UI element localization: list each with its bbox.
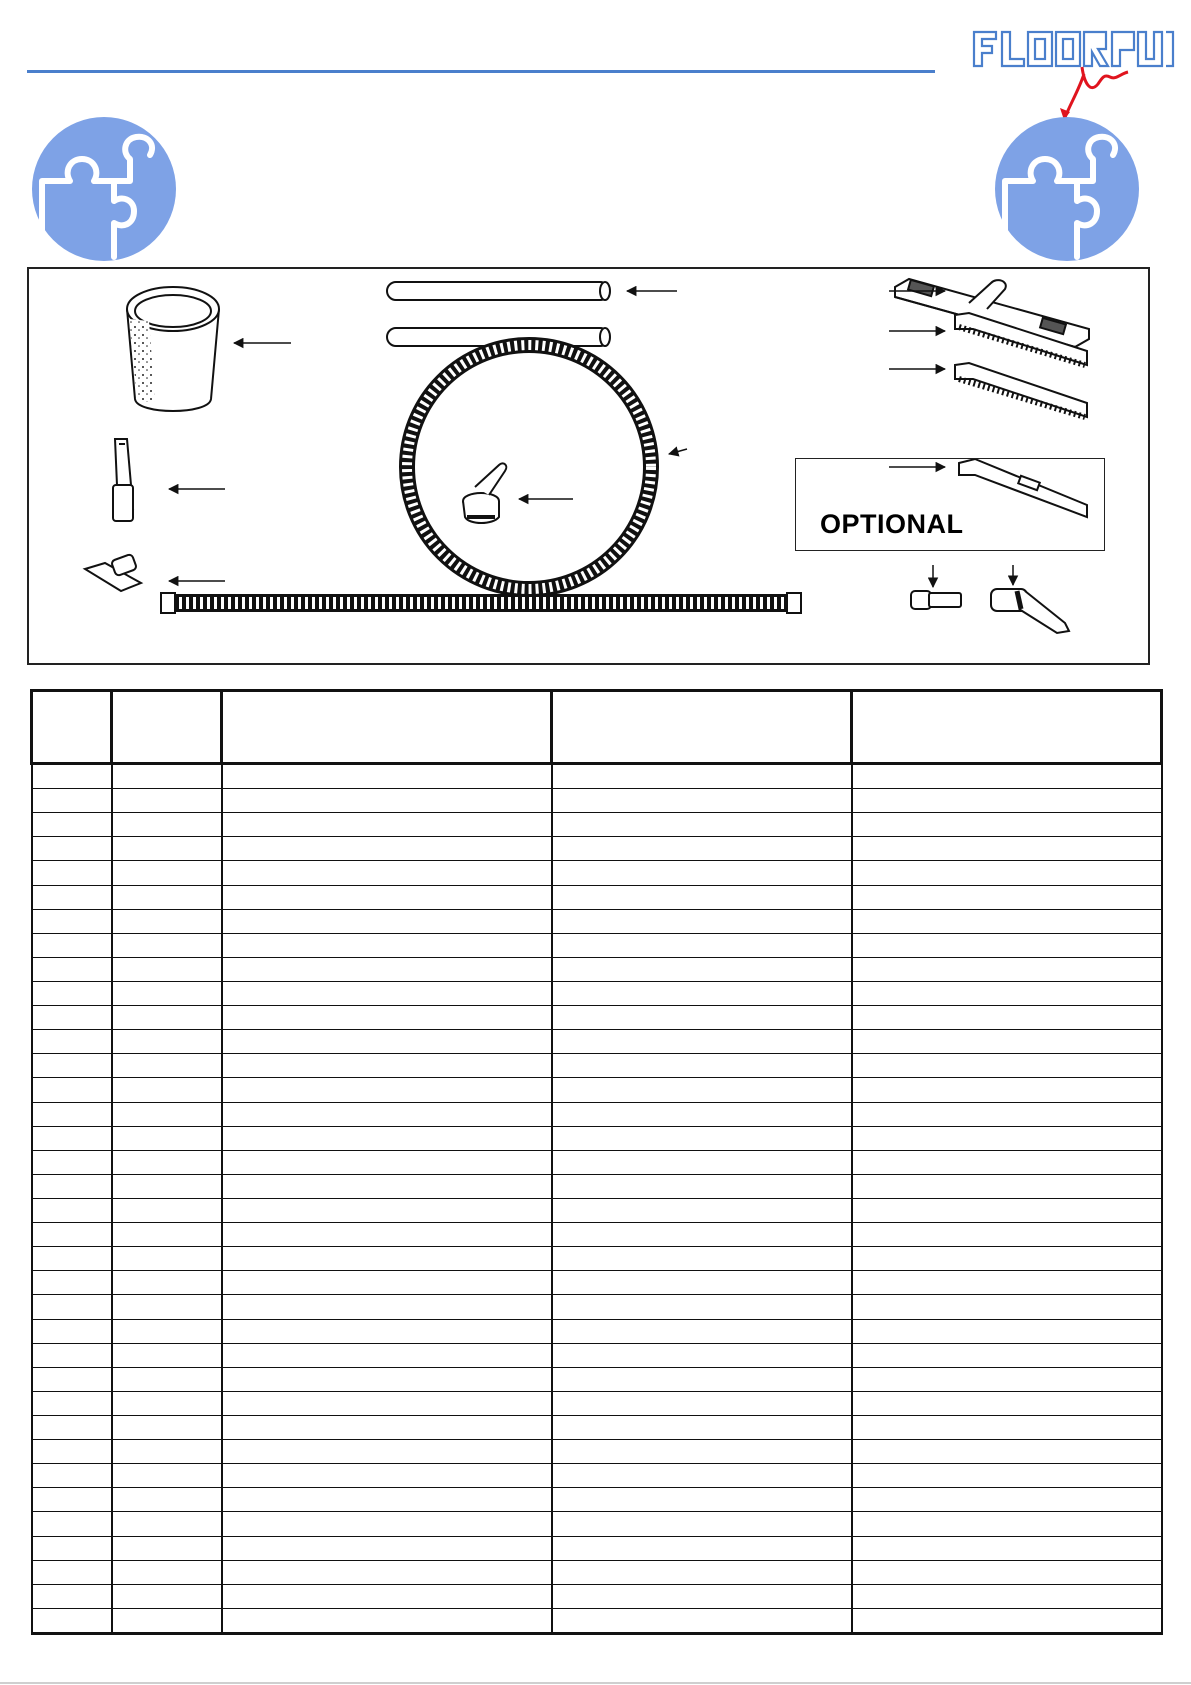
table-cell	[552, 813, 852, 837]
table-cell	[112, 933, 222, 957]
table-cell	[112, 1006, 222, 1030]
table-cell	[32, 1150, 112, 1174]
table-cell	[852, 789, 1162, 813]
table-cell	[112, 1174, 222, 1198]
table-cell	[222, 933, 552, 957]
table-cell	[222, 1512, 552, 1536]
table-cell	[32, 909, 112, 933]
table-cell	[112, 909, 222, 933]
table-cell	[32, 1030, 112, 1054]
table-cell	[32, 861, 112, 885]
table-cell	[852, 933, 1162, 957]
table-cell	[852, 861, 1162, 885]
table-cell	[112, 1560, 222, 1584]
table-cell	[552, 1271, 852, 1295]
table-cell	[112, 1319, 222, 1343]
table-cell	[222, 813, 552, 837]
table-cell	[32, 789, 112, 813]
table-cell	[32, 1608, 112, 1633]
column-header-ref	[32, 691, 112, 764]
table-cell	[32, 981, 112, 1005]
table-cell	[852, 1271, 1162, 1295]
table-row	[32, 1488, 1162, 1512]
table-cell	[32, 1367, 112, 1391]
table-cell	[552, 1343, 852, 1367]
table-row	[32, 1536, 1162, 1560]
table-cell	[112, 1078, 222, 1102]
table-cell	[852, 1295, 1162, 1319]
table-cell	[32, 885, 112, 909]
table-row	[32, 1343, 1162, 1367]
table-cell	[852, 1198, 1162, 1222]
table-cell	[852, 1367, 1162, 1391]
table-cell	[552, 957, 852, 981]
table-cell	[852, 981, 1162, 1005]
table-cell	[552, 1295, 852, 1319]
table-row	[32, 1440, 1162, 1464]
table-cell	[112, 1440, 222, 1464]
upholstery-nozzle	[85, 554, 141, 591]
table-cell	[852, 1247, 1162, 1271]
table-cell	[112, 1343, 222, 1367]
table-cell	[32, 1006, 112, 1030]
table-row	[32, 1078, 1162, 1102]
table-cell	[552, 909, 852, 933]
table-cell	[112, 1126, 222, 1150]
table-cell	[112, 1464, 222, 1488]
table-cell	[112, 1536, 222, 1560]
table-row	[32, 1415, 1162, 1439]
table-cell	[222, 1126, 552, 1150]
table-header-row	[32, 691, 1162, 764]
exploded-parts-diagram	[27, 267, 1150, 665]
table-cell	[222, 1464, 552, 1488]
table-cell	[222, 1536, 552, 1560]
table-cell	[32, 1174, 112, 1198]
table-row	[32, 1247, 1162, 1271]
column-header-description-2	[552, 691, 852, 764]
table-row	[32, 1584, 1162, 1608]
table-cell	[112, 789, 222, 813]
table-cell	[112, 1247, 222, 1271]
filter-bucket	[127, 287, 219, 411]
table-cell	[32, 933, 112, 957]
table-cell	[852, 1343, 1162, 1367]
table-cell	[32, 1078, 112, 1102]
table-cell	[852, 1319, 1162, 1343]
table-cell	[112, 957, 222, 981]
column-header-description-3	[852, 691, 1162, 764]
table-cell	[222, 1319, 552, 1343]
table-cell	[32, 1560, 112, 1584]
table-cell	[852, 1608, 1162, 1633]
puzzle-icon	[30, 115, 178, 263]
extension-wand	[387, 282, 610, 300]
table-row	[32, 1006, 1162, 1030]
table-cell	[852, 1030, 1162, 1054]
table-cell	[552, 1030, 852, 1054]
table-cell	[852, 1150, 1162, 1174]
puzzle-icon	[993, 115, 1141, 263]
table-cell	[852, 1440, 1162, 1464]
table-cell	[112, 1295, 222, 1319]
table-cell	[852, 813, 1162, 837]
table-cell	[852, 1391, 1162, 1415]
table-cell	[552, 861, 852, 885]
table-row	[32, 1126, 1162, 1150]
table-cell	[32, 837, 112, 861]
table-cell	[852, 1174, 1162, 1198]
table-cell	[112, 1584, 222, 1608]
table-cell	[32, 1126, 112, 1150]
table-cell	[552, 837, 852, 861]
table-cell	[32, 1198, 112, 1222]
table-cell	[552, 1006, 852, 1030]
table-cell	[852, 885, 1162, 909]
hose-cuff-bent	[991, 589, 1069, 633]
table-cell	[32, 1440, 112, 1464]
table-cell	[852, 1006, 1162, 1030]
hose-cuff	[911, 591, 961, 609]
table-cell	[112, 1415, 222, 1439]
table-cell	[222, 1367, 552, 1391]
table-cell	[222, 1391, 552, 1415]
table-cell	[112, 1054, 222, 1078]
table-cell	[222, 1295, 552, 1319]
table-cell	[32, 764, 112, 789]
table-cell	[552, 1560, 852, 1584]
table-cell	[112, 1102, 222, 1126]
table-cell	[552, 1247, 852, 1271]
table-cell	[32, 1391, 112, 1415]
table-cell	[852, 1223, 1162, 1247]
table-cell	[32, 1464, 112, 1488]
table-cell	[852, 1464, 1162, 1488]
table-cell	[852, 764, 1162, 789]
table-row	[32, 1560, 1162, 1584]
table-cell	[552, 1078, 852, 1102]
table-row	[32, 1271, 1162, 1295]
column-header-description	[222, 691, 552, 764]
table-cell	[222, 1560, 552, 1584]
table-cell	[222, 764, 552, 789]
table-cell	[222, 1150, 552, 1174]
table-cell	[552, 1464, 852, 1488]
crevice-tool	[113, 439, 133, 521]
table-cell	[552, 981, 852, 1005]
table-cell	[552, 789, 852, 813]
table-cell	[552, 1126, 852, 1150]
logo-graphic	[970, 22, 1175, 122]
table-cell	[552, 1367, 852, 1391]
table-cell	[32, 1536, 112, 1560]
table-cell	[852, 1560, 1162, 1584]
table-cell	[32, 1512, 112, 1536]
table-cell	[112, 1198, 222, 1222]
table-cell	[112, 1271, 222, 1295]
table-cell	[222, 861, 552, 885]
dusting-brush	[463, 463, 506, 523]
table-cell	[222, 981, 552, 1005]
table-cell	[112, 764, 222, 789]
table-cell	[852, 957, 1162, 981]
table-cell	[112, 1367, 222, 1391]
table-cell	[552, 1512, 852, 1536]
table-cell	[852, 1536, 1162, 1560]
table-row	[32, 1295, 1162, 1319]
table-cell	[852, 1584, 1162, 1608]
table-cell	[552, 1198, 852, 1222]
table-cell	[32, 1054, 112, 1078]
table-row	[32, 764, 1162, 789]
column-header-code	[112, 691, 222, 764]
table-cell	[852, 1415, 1162, 1439]
table-cell	[112, 1223, 222, 1247]
table-cell	[552, 1415, 852, 1439]
table-cell	[852, 1488, 1162, 1512]
table-row	[32, 1391, 1162, 1415]
table-cell	[552, 1391, 852, 1415]
table-cell	[32, 1343, 112, 1367]
table-cell	[32, 813, 112, 837]
table-cell	[222, 1030, 552, 1054]
table-cell	[852, 1078, 1162, 1102]
table-cell	[32, 1584, 112, 1608]
table-cell	[552, 1054, 852, 1078]
table-cell	[112, 813, 222, 837]
table-cell	[112, 1488, 222, 1512]
table-row	[32, 957, 1162, 981]
table-cell	[222, 909, 552, 933]
table-row	[32, 1150, 1162, 1174]
table-cell	[32, 1415, 112, 1439]
table-row	[32, 1223, 1162, 1247]
table-cell	[222, 1584, 552, 1608]
table-cell	[222, 1102, 552, 1126]
floorpul-logo	[970, 22, 1175, 122]
table-cell	[32, 1223, 112, 1247]
table-cell	[222, 1488, 552, 1512]
table-cell	[222, 1343, 552, 1367]
table-cell	[32, 1319, 112, 1343]
table-row	[32, 933, 1162, 957]
table-row	[32, 1512, 1162, 1536]
table-row	[32, 837, 1162, 861]
table-cell	[852, 1054, 1162, 1078]
table-cell	[222, 1006, 552, 1030]
table-cell	[552, 1608, 852, 1633]
table-cell	[852, 1512, 1162, 1536]
table-cell	[222, 885, 552, 909]
table-row	[32, 1174, 1162, 1198]
table-cell	[552, 764, 852, 789]
table-row	[32, 1054, 1162, 1078]
table-cell	[112, 1030, 222, 1054]
table-cell	[552, 1584, 852, 1608]
table-cell	[552, 1536, 852, 1560]
table-cell	[222, 1247, 552, 1271]
table-row	[32, 1198, 1162, 1222]
table-cell	[552, 1440, 852, 1464]
table-cell	[222, 789, 552, 813]
footer-rule	[0, 1682, 1191, 1684]
table-cell	[222, 1608, 552, 1633]
table-row	[32, 909, 1162, 933]
optional-label: OPTIONAL	[820, 509, 964, 539]
table-cell	[32, 1488, 112, 1512]
coiled-hose	[161, 345, 801, 613]
table-cell	[552, 1174, 852, 1198]
table-cell	[222, 1440, 552, 1464]
table-cell	[852, 909, 1162, 933]
table-cell	[112, 837, 222, 861]
parts-list-table	[30, 689, 1163, 1635]
table-cell	[222, 1223, 552, 1247]
table-row	[32, 1030, 1162, 1054]
table-cell	[222, 1271, 552, 1295]
optional-parts-panel	[795, 458, 1105, 551]
table-cell	[112, 1512, 222, 1536]
header-rule	[27, 70, 935, 73]
table-cell	[112, 885, 222, 909]
table-row	[32, 789, 1162, 813]
table-cell	[112, 861, 222, 885]
table-cell	[112, 1391, 222, 1415]
table-row	[32, 885, 1162, 909]
table-cell	[32, 1271, 112, 1295]
parts-table-body	[32, 764, 1162, 1634]
table-row	[32, 981, 1162, 1005]
table-cell	[222, 1054, 552, 1078]
table-cell	[222, 1415, 552, 1439]
table-cell	[32, 1295, 112, 1319]
table-cell	[552, 1102, 852, 1126]
table-cell	[222, 1198, 552, 1222]
table-cell	[222, 957, 552, 981]
table-cell	[112, 1150, 222, 1174]
table-row	[32, 861, 1162, 885]
table-cell	[852, 837, 1162, 861]
table-cell	[32, 957, 112, 981]
table-row	[32, 813, 1162, 837]
squeegee-insert	[955, 363, 1087, 417]
table-cell	[552, 1223, 852, 1247]
table-cell	[222, 1174, 552, 1198]
table-cell	[222, 837, 552, 861]
floor-tool	[895, 279, 1089, 347]
table-row	[32, 1319, 1162, 1343]
table-cell	[552, 1150, 852, 1174]
table-row	[32, 1464, 1162, 1488]
table-cell	[552, 885, 852, 909]
table-cell	[552, 1488, 852, 1512]
table-cell	[552, 933, 852, 957]
table-cell	[32, 1247, 112, 1271]
table-cell	[112, 981, 222, 1005]
table-cell	[112, 1608, 222, 1633]
table-cell	[222, 1078, 552, 1102]
table-cell	[852, 1126, 1162, 1150]
table-row	[32, 1367, 1162, 1391]
table-cell	[32, 1102, 112, 1126]
table-row	[32, 1608, 1162, 1633]
table-cell	[552, 1319, 852, 1343]
table-row	[32, 1102, 1162, 1126]
table-cell	[852, 1102, 1162, 1126]
